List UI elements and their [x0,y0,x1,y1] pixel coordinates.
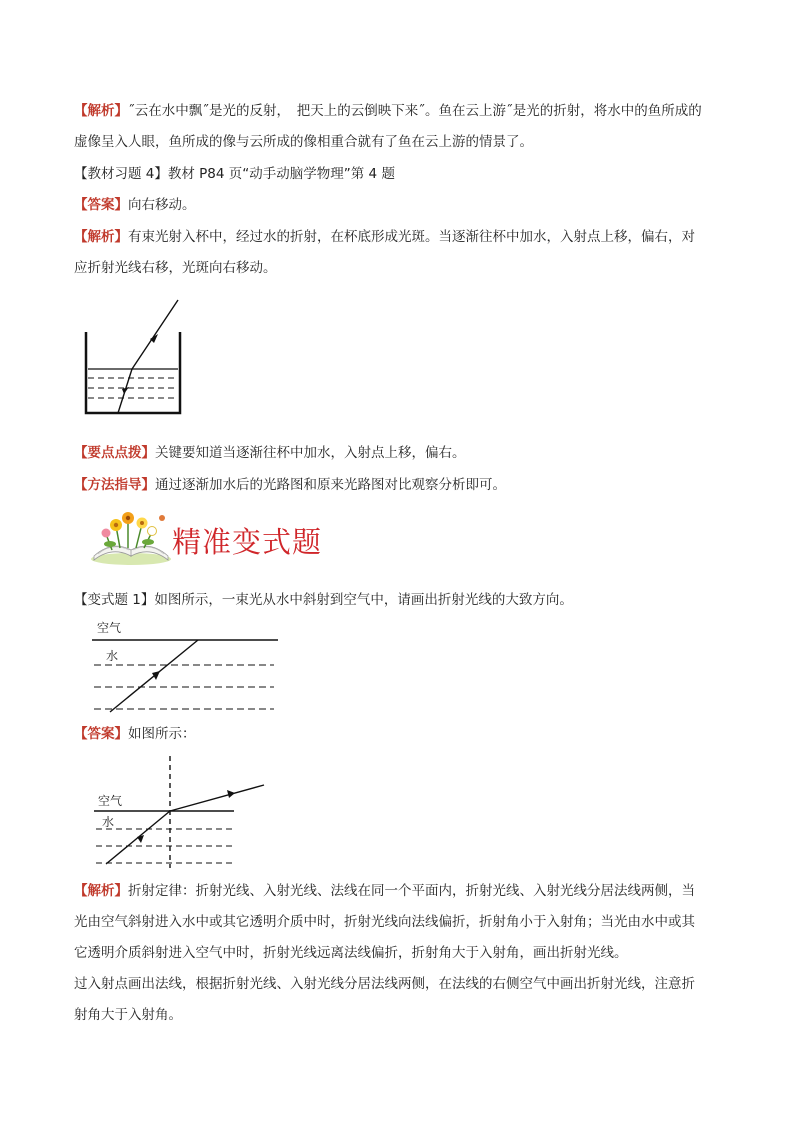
variant-1-question: 【变式题 1】如图所示，一束光从水中斜射到空气中，请画出折射光线的大致方向。 [74,592,573,608]
answer-refraction-figure [90,752,270,870]
air-label: 空气 [97,621,122,635]
key-point-tag: 【要点点拨】 [74,445,155,461]
answer-tag: 【答案】 [74,197,128,213]
analysis-tag: 【解析】 [74,229,128,245]
water-label: 水 [102,815,115,829]
analysis-3-line2: 光由空气斜射进入水中或其它透明介质中时，折射光线向法线偏折，折射角小于入射角；当光由水中或其 [74,914,695,930]
analysis-1-line1: 【解析】˝云在水中飘˝是光的反射， 把天上的云倒映下来˝。鱼在云上游˝是光的折射，将水中的鱼所成的 [74,103,702,119]
analysis-3-line3: 它透明介质斜射进入空气中时，折射光线远离法线偏折，折射角大于入射角，画出折射光线。 [74,945,628,961]
answer-2: 【答案】如图所示： [74,726,196,742]
analysis-3-line5: 射角大于入射角。 [74,1007,182,1023]
analysis-3-line1: 【解析】折射定律：折射光线、入射光线、法线在同一个平面内，折射光线、入射光线分居法线两侧，当 [74,883,695,899]
air-label: 空气 [98,794,123,808]
method-tag: 【方法指导】 [74,477,155,493]
refracted-ray [170,785,264,811]
analysis-tag: 【解析】 [74,883,128,899]
analysis-2-line1: 【解析】有束光射入杯中，经过水的折射，在杯底形成光斑。当逐渐往杯中加水，入射点上移，偏右，对 [74,229,695,245]
section-banner-title: 精准变式题 [172,525,323,559]
exercise-4-heading: 【教材习题 4】教材 P84 页“动手动脑学物理”第 4 题 [74,166,395,182]
answer-1: 【答案】向右移动。 [74,197,196,213]
ray-arrow [152,671,160,680]
incident-ray [132,300,178,369]
water-label: 水 [106,649,119,663]
analysis-tag: 【解析】 [74,103,128,119]
book-flowers-illustration [90,510,172,566]
cup-refraction-figure [80,296,190,418]
ray-arrow [137,835,144,843]
analysis-2-line2: 应折射光线右移，光斑向右移动。 [74,260,277,276]
water-to-air-figure [88,612,283,716]
analysis-1-line2: 虚像呈入人眼，鱼所成的像与云所成的像相重合就有了鱼在云上游的情景了。 [74,134,533,150]
method-guide: 【方法指导】通过逐渐加水后的光路图和原来光路图对比观察分析即可。 [74,477,506,493]
cup-outline [86,332,180,413]
key-point: 【要点点拨】关键要知道当逐渐往杯中加水，入射点上移，偏右。 [74,445,466,461]
answer-tag: 【答案】 [74,726,128,742]
analysis-3-line4: 过入射点画出法线，根据折射光线、入射光线分居法线两侧，在法线的右侧空气中画出折射光线，注意折 [74,976,695,992]
